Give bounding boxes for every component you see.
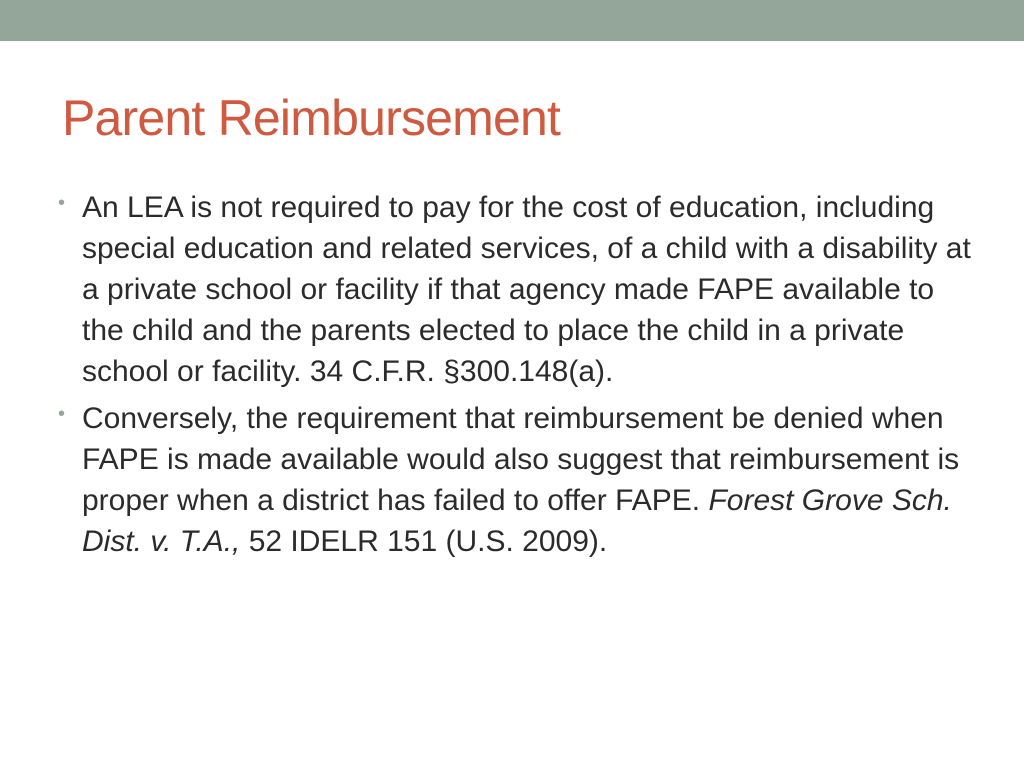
bullet-text — [82, 402, 959, 558]
bullet-text-after: 52 IDELR 151 (U.S. 2009). — [240, 525, 608, 558]
bullet-item-1 — [58, 187, 978, 392]
case-citation: Forest Grove Sch. Dist. v. T.A., — [82, 484, 952, 558]
slide-title: Parent Reimbursement — [62, 90, 561, 146]
bullet-list — [58, 187, 978, 568]
bullet-dot-icon: • — [58, 403, 66, 425]
bullet-item-2 — [58, 398, 978, 562]
top-accent-band — [0, 0, 1024, 41]
bullet-text-before: Conversely, the requirement that reimbursement be denied when FAPE is made available would also suggest that reimbursement is proper when a district has failed to offer FAPE. — [82, 402, 960, 517]
bullet-text: An LEA is not required to pay for the cost of education, including special education and related services, of a child with a disability at a private school or facility if that agency made FAPE available to the child and the parents elected to place the child in a private school or facility. 34 C.F.R. §300.148(a). — [82, 191, 971, 388]
bullet-dot-icon: • — [58, 192, 66, 214]
